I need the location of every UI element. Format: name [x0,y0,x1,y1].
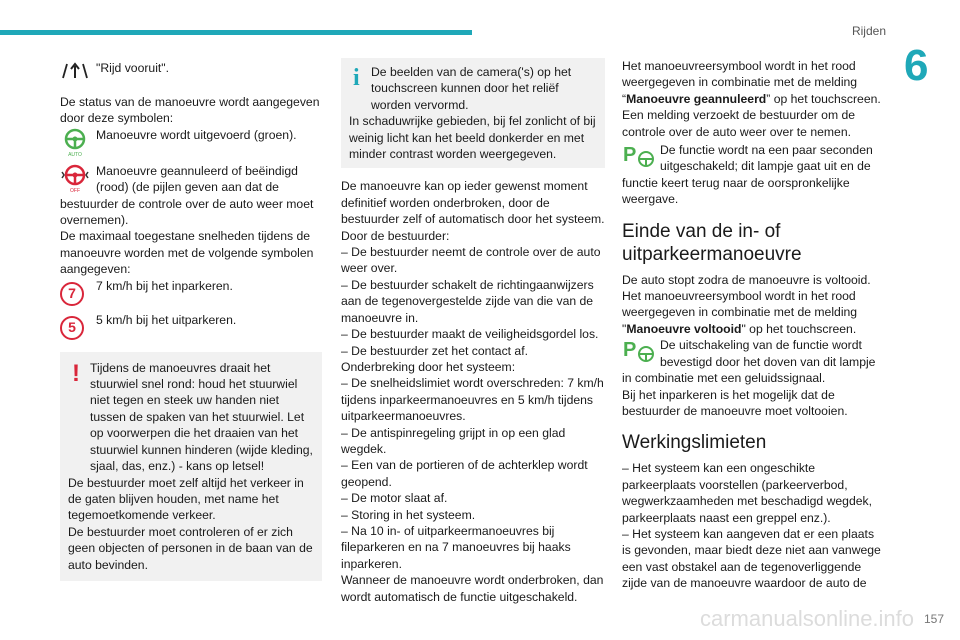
take-control-text: Een melding verzoekt de bestuurder om de controle over de auto weer over te nemen. [622,108,856,139]
system-item: – Na 10 in- of uitparkeermanoeuvres bij fileparkeren en na 7 manoeuvres bij haaks inparkeren. [341,523,571,571]
driver-item: – De bestuurder neemt de controle over de auto weer over. [341,245,601,276]
by-system-heading: Onderbreking door het systeem: [341,359,516,374]
system-item: – De snelheidslimiet wordt overschreden: 7 km/h tijdens inparkeermanoeuvres en 5 km/h tijdens uitparkeermanoeuvres. [341,376,604,424]
park-assist-icon-2 [622,337,660,369]
warning-box [60,352,322,581]
completed-message-paragraph: Het manoeuvreersymbool wordt in het rood weergegeven in combinatie met de melding "Manoeuvre voltooid" op het touchscreen. [622,289,858,336]
info-box [341,58,605,168]
info-text-1: De beelden van de camera('s) op het touchscreen kunnen door het reliëf worden vervormd. [371,65,572,112]
status-cancelled-text: Manoeuvre geannuleerd of beëindigd (rood) (de pijlen geven aan dat de bestuurder de controle over de auto weer moet overnemen). [60,163,314,228]
by-driver-heading: Door de bestuurder: [341,228,450,243]
section-title: Rijden [851,24,886,38]
interrupt-intro: De manoeuvre kan op ieder gewenst moment definitief worden onderbroken, door de bestuurder zelf of automatisch door het systeem. [341,179,605,227]
function-off-block [622,142,884,208]
status-intro: De status van de manoeuvre wordt aangegeven door deze symbolen: [60,95,320,126]
auto-off-text: Wanneer de manoeuvre wordt onderbroken, dan wordt automatisch de functie uitgeschakeld. [341,573,604,604]
speed-limit-5-icon: 5 [60,316,84,340]
info-icon: i [353,65,360,91]
limit-item: – Het systeem kan een ongeschikte parkeerplaats voorstellen (parkeerverbod, wegwerkzaamheden met beschadigd wegdek, parkeerplaats naast een greppel enz.). [622,461,872,525]
drive-forward-item [60,58,322,88]
driver-item: – De bestuurder maakt de veiligheidsgordel los. [341,327,599,342]
column-1 [60,58,322,581]
steering-off-icon [60,163,96,193]
svg-text:P: P [623,144,637,167]
system-item: – De motor slaat af. [341,491,448,506]
drive-forward-text: "Rijd vooruit". [96,61,170,75]
heading-end-of-manoeuvre: Einde van de in- of uitparkeermanoeuvre [622,220,802,265]
status-in-progress-item [60,127,322,157]
page-number: 157 [923,612,944,626]
cancelled-message-label: Manoeuvre geannuleerd [626,91,767,106]
end-text-1: De auto stopt zodra de manoeuvre is voltooid. [622,272,871,287]
function-off-text: De functie wordt na een paar seconden uitgeschakeld; dit lampje gaat uit en de functie keert terug naar de oorspronkelijke weergave. [622,143,873,207]
warning-exclamation-icon: ! [72,359,80,387]
warning-text-2: De bestuurder moet zelf altijd het verkeer in de gaten blijven houden, met name het tegemoetkomende verkeer. [68,475,304,523]
driver-item: – De bestuurder zet het contact af. [341,343,528,358]
max-speed-text: De maximaal toegestane snelheden tijdens de manoeuvre worden met de volgende symbolen aangegeven: [60,229,314,277]
deactivation-text: De uitschakeling van de functie wordt bevestigd door het doven van dit lampje in combinatie met een geluidssignaal. [622,338,876,386]
completed-message-label: Manoeuvre voltooid [626,321,742,336]
status-cancelled-block [60,163,322,229]
warning-text-1: Tijdens de manoeuvres draait het stuurwiel snel rond: houd het stuurwiel niet tegen en steek uw handen niet tussen de spaken van het stuurwiel. Let op voorwerpen die het draaien van het stuurwiel kunnen hinderen (wijde kleding, sjaal, das, enz.) - kans op letsel! [90,360,313,474]
system-item: – Een van de portieren of de achterklep wordt geopend. [341,458,588,489]
info-text-2: In schaduwrijke gebieden, bij fel zonlicht of bij weinig licht kan het beeld donkerder en met minder contrast worden weergegeven. [349,114,596,162]
deactivation-block [622,337,884,386]
column-2 [341,58,605,605]
limit-item: – Het systeem kan aangeven dat er een plaats is gevonden, maar biedt deze niet aan vanwege een vast obstakel aan de tegenoverliggende zijde van de manoeuvre waardoor de auto de [622,526,881,591]
system-item: – De antispinregeling grijpt in op een glad wegdek. [341,425,566,456]
status-in-progress-text: Manoeuvre wordt uitgevoerd (groen). [96,127,297,142]
speed-7-text: 7 km/h bij het inparkeren. [96,278,233,293]
warning-text-3: De bestuurder moet controleren of er zich geen objecten of personen in de baan van de auto bevinden. [68,524,313,572]
cancelled-message-paragraph: Het manoeuvreersymbool wordt in het rood weergegeven in combinatie met de melding “Manoeuvre geannuleerd” op het touchscreen. [622,59,881,106]
header-accent-bar [0,30,472,35]
svg-text:P: P [623,339,637,362]
drive-forward-icon [60,58,96,88]
driver-item: – De bestuurder schakelt de richtingaanwijzers aan de tegenovergestelde zijde van die van de manoeuvre in. [341,277,594,325]
speed-7-item [60,278,322,308]
speed-5-item [60,312,322,342]
speed-5-text: 5 km/h bij het uitparkeren. [96,312,237,327]
park-assist-icon [622,142,660,174]
steering-off-label: OFF [70,187,80,193]
column-3 [622,58,884,592]
speed-limit-7-icon: 7 [60,282,84,306]
chapter-number: 6 [904,41,929,90]
heading-operating-limits: Werkingslimieten [622,432,767,454]
system-item: – Storing in het systeem. [341,507,476,522]
steering-auto-icon [60,127,96,157]
watermark: carmanualsonline.info [700,606,915,631]
end-text-4: Bij het inparkeren is het mogelijk dat de bestuurder de manoeuvre moet voltooien. [622,387,848,418]
steering-auto-label: AUTO [68,151,82,157]
